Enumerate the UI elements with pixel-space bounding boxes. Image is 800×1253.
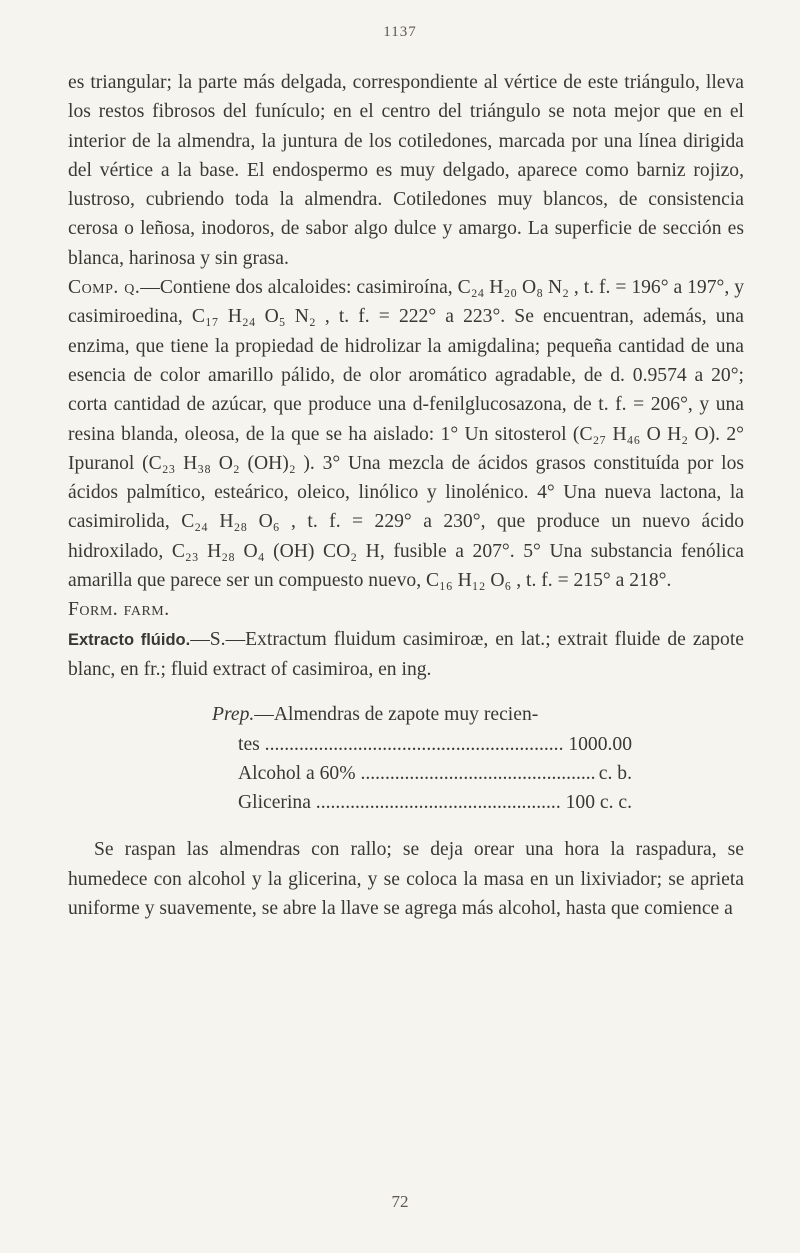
formula-row [212, 788, 632, 817]
page-body [68, 68, 744, 923]
formula-item-label: Alcohol a 60% ..... [238, 759, 595, 788]
formula-item-value: 100 c. c. [565, 792, 632, 814]
extract-text: —S.—Extractum fluidum casimiroæ, en lat.; extrait fluide de zapote blanc, en fr.; fluid extract of casimiroa, en ing. [68, 628, 744, 680]
formula-row [212, 700, 632, 729]
formula-item-value: c. b. [598, 762, 632, 784]
paragraph-composition [68, 273, 744, 595]
formula-item-label: tes ..... [238, 730, 564, 759]
section-head-form [68, 595, 744, 624]
formula-row [212, 730, 632, 759]
paragraph-description: es triangular; la parte más delgada, correspondiente al vértice de este triángulo, lleva los restos fibrosos del funículo; en el centro del triángulo se nota mejor que en el interior de la almendra, la juntura de los cotiledones, marcada por una línea dirigida del vértice a la base. El endospermo es muy delgado, aparece como barniz rojizo, lustroso, cubriendo toda la almendra. Cotiledones muy blancos, de consistencia cerosa o leñosa, inodoros, de sabor algo dulce y amargo. La superficie de sección es blanca, harinosa y sin grasa. [68, 72, 744, 269]
formula-row [212, 759, 632, 788]
formula-item-value: 1000.00 [568, 733, 632, 755]
extract-heading: Extracto flúido. [68, 630, 191, 649]
paragraph-extract [68, 625, 744, 685]
page-number: 1137 [383, 24, 417, 40]
paragraph-preparation: Se raspan las almendras con rallo; se deja orear una hora la raspadura, se humedece con alcohol y la glicerina, y se coloca la masa en un lixiviador; se aprieta uniforme y suavemente, se abre la llave se agrega más alcohol, hasta que comience a [68, 839, 744, 920]
formula-table [212, 700, 632, 817]
composition-text: —Contiene dos alcaloides: casimiroína, C₂₄ H₂₀ O₈ N₂ , t. f. = 196° a 197°, y casimiroedina, C₁₇ H₂₄ O₅ N₂ , t. f. = 222° a 223°. Se encuentran, además, una enzima, que tiene la propiedad de hidrolizar la amigdalina; pequeña cantidad de una esencia de color amarillo pálido, de olor aromático agradable, de d. 0.9574 a 20°; corta cantidad de azúcar, que produce una d-fenilglucosazona, de t. f. = 206°, y una resina blanda, oleosa, de la que se ha aislado: 1° Un sitosterol (C₂₇ H₄₆ O H₂ O). 2° Ipuranol (C₂₃ H₃₈ O₂ (OH)₂ ). 3° Una mezcla de ácidos grasos constituída por los ácidos palmítico, esteárico, oleico, linólico y linolénico. 4° Una nueva lactona, la casimirolida, C₂₄ H₂₈ O₆ , t. f. = 229° a 230°, que produce un nuevo ácido hidroxilado, C₂₃ H₂₈ O₄ (OH) CO₂ H, fusible a 207°. 5° Una substancia fenólica amarilla que parece ser un compuesto nuevo, C₁₆ H₁₂ O₆ , t. f. = 215° a 218°. [68, 277, 744, 592]
formula-item-label: —Almendras de zapote muy recien- [254, 704, 539, 726]
prep-label: Prep. [212, 704, 255, 726]
section-head-comp: Comp. q. [68, 277, 141, 299]
form-farm-heading: Form. farm. [68, 599, 170, 621]
signature-mark: 72 [391, 1192, 409, 1211]
formula-item-label: Glicerina ..... [238, 788, 562, 817]
